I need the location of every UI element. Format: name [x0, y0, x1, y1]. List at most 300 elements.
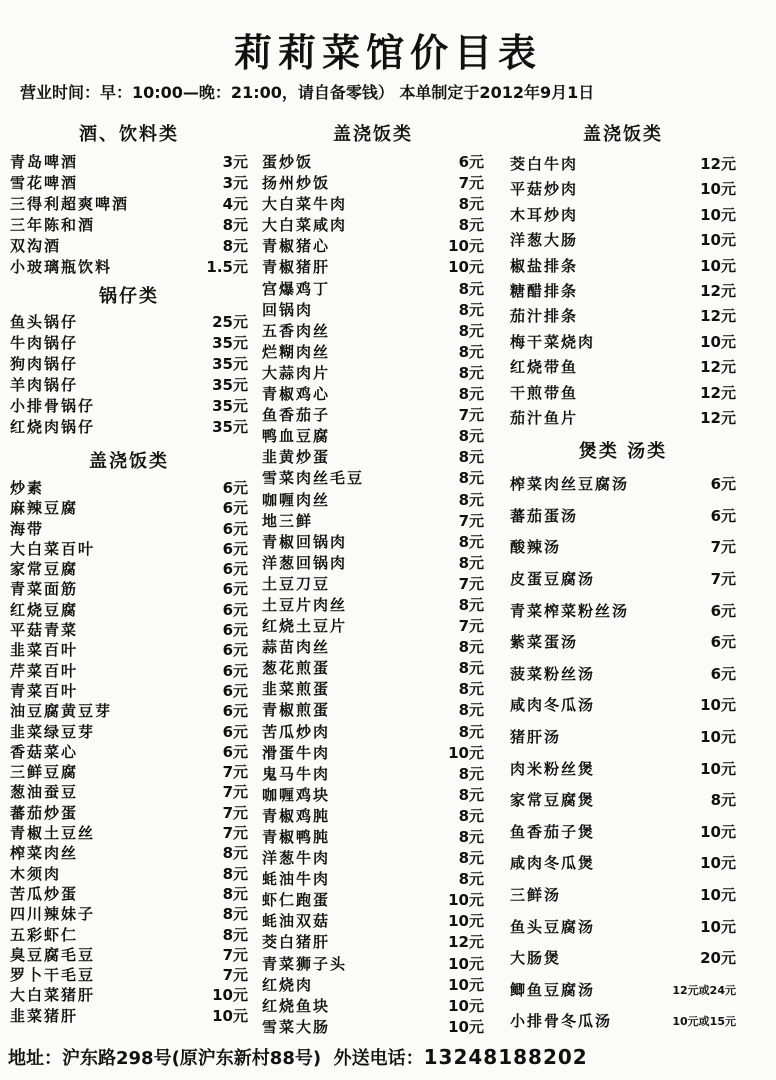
item-price: 10元 — [700, 205, 736, 224]
menu-item — [510, 501, 736, 533]
menu-item — [510, 817, 736, 849]
item-name: 糖醋排条 — [510, 281, 579, 300]
menu-item — [10, 823, 248, 843]
menu-item — [10, 354, 248, 375]
item-price: 12元 — [700, 155, 736, 173]
item-name: 菠菜粉丝汤 — [510, 664, 596, 683]
menu-item — [262, 637, 484, 658]
item-name: 三年陈和酒 — [10, 216, 96, 234]
menu-item — [262, 532, 484, 553]
menu-item — [510, 1006, 736, 1038]
menu-item — [510, 228, 736, 253]
item-price: 10元或15元 — [672, 1015, 736, 1029]
item-price: 8元 — [458, 321, 484, 340]
item-name: 四川辣妹子 — [10, 905, 96, 924]
menu-item — [10, 257, 248, 278]
menu-item — [10, 152, 248, 173]
item-name: 青岛啤酒 — [10, 153, 79, 171]
item-name: 洋葱大肠 — [510, 231, 579, 250]
item-name: 鬼马牛肉 — [262, 764, 331, 783]
item-name: 木耳炒肉 — [510, 205, 579, 224]
menu-item — [10, 498, 248, 518]
item-name: 梅干菜烧肉 — [510, 332, 596, 351]
item-name: 青椒鸭肫 — [262, 828, 331, 846]
item-price: 10元 — [212, 1006, 248, 1025]
menu-item — [510, 596, 736, 628]
item-name: 三得利超爽啤酒 — [10, 195, 130, 213]
item-name: 芹菜百叶 — [10, 661, 79, 680]
item-price: 4元 — [222, 195, 248, 213]
item-name: 干煎带鱼 — [510, 383, 579, 402]
item-name: 韭菜猪肝 — [10, 1006, 79, 1025]
menu-item — [10, 661, 248, 681]
menu-item — [262, 574, 484, 595]
menu-item — [262, 975, 484, 996]
menu-item — [262, 954, 484, 975]
menu-item — [10, 375, 248, 396]
item-price: 35元 — [212, 418, 248, 436]
menu-item — [262, 848, 484, 869]
item-name: 青菜百叶 — [10, 681, 79, 700]
item-name: 青椒煎蛋 — [262, 701, 331, 720]
menu-item — [10, 742, 248, 762]
menu-title: 莉莉菜馆价目表 — [233, 31, 542, 75]
address: 沪东路298号(原沪东新村88号) — [62, 1048, 322, 1069]
item-price: 8元 — [458, 806, 484, 825]
menu-item — [510, 279, 736, 304]
item-name: 红烧肉 — [262, 975, 314, 994]
item-name: 红烧肉锅仔 — [10, 418, 96, 436]
item-price: 6元 — [222, 661, 248, 680]
item-name: 鱼香茄子煲 — [510, 822, 596, 841]
item-price: 35元 — [212, 376, 248, 394]
item-price: 10元 — [700, 917, 736, 936]
item-name: 青椒土豆丝 — [10, 824, 96, 843]
menu-item — [10, 600, 248, 620]
item-price: 7元 — [222, 966, 248, 985]
menu-item — [510, 785, 736, 817]
address-label: 地址： — [8, 1048, 62, 1069]
item-name: 小排骨冬瓜汤 — [510, 1012, 613, 1031]
item-name: 红烧鱼块 — [262, 996, 331, 1015]
item-price: 8元 — [222, 864, 248, 883]
menu-item — [262, 300, 484, 321]
item-name: 地三鲜 — [262, 511, 314, 530]
item-name: 酸辣汤 — [510, 538, 562, 557]
item-name: 三鲜豆腐 — [10, 763, 79, 782]
menu-item — [510, 754, 736, 786]
menu-item — [262, 806, 484, 827]
item-name: 红烧土豆片 — [262, 617, 348, 636]
menu-item — [10, 312, 248, 333]
menu-item — [262, 194, 484, 215]
item-price: 6元 — [222, 519, 248, 538]
item-price: 3元 — [222, 153, 248, 171]
menu-item — [10, 985, 248, 1005]
item-price: 8元 — [458, 722, 484, 741]
menu-item — [262, 490, 484, 511]
menu-item — [10, 620, 248, 640]
menu-item — [262, 173, 484, 194]
menu-item — [10, 762, 248, 782]
menu-item — [262, 595, 484, 616]
menu-item — [510, 381, 736, 406]
section-title: 酒、饮料类 — [79, 124, 179, 145]
item-name: 羊肉锅仔 — [10, 376, 79, 394]
item-price: 7元 — [222, 763, 248, 782]
item-price: 7元 — [458, 174, 484, 193]
item-price: 10元 — [448, 258, 484, 277]
menu-item — [262, 236, 484, 257]
menu-item — [10, 215, 248, 236]
item-name: 五彩虾仁 — [10, 925, 79, 944]
menu-item — [10, 173, 248, 194]
item-name: 虾仁跑蛋 — [262, 891, 331, 910]
item-price: 10元 — [448, 954, 484, 973]
menu-item — [10, 884, 248, 904]
item-price: 7元 — [222, 824, 248, 843]
menu-item — [262, 722, 484, 743]
item-price: 8元 — [458, 532, 484, 551]
item-name: 蚝油双菇 — [262, 912, 331, 931]
item-price: 6元 — [222, 641, 248, 660]
item-name: 鸭血豆腐 — [262, 427, 331, 446]
menu-item — [10, 539, 248, 559]
item-name: 烂糊肉丝 — [262, 342, 331, 361]
item-price: 12元 — [700, 358, 736, 377]
menu-item — [10, 803, 248, 823]
menu-item — [262, 700, 484, 721]
menu-item — [10, 417, 248, 438]
item-price: 10元 — [448, 975, 484, 994]
menu-item — [510, 627, 736, 659]
item-name: 平菇青菜 — [10, 621, 79, 640]
item-name: 红烧豆腐 — [10, 600, 79, 619]
menu-item — [262, 405, 484, 426]
menu-item — [10, 864, 248, 884]
item-name: 大白菜猪肝 — [10, 986, 96, 1005]
menu-item — [10, 333, 248, 354]
item-name: 香菇菜心 — [10, 742, 79, 761]
item-price: 8元 — [458, 764, 484, 783]
item-price: 6元 — [458, 153, 484, 171]
menu-item — [510, 304, 736, 329]
item-name: 狗肉锅仔 — [10, 355, 79, 373]
item-price: 10元 — [700, 180, 736, 199]
item-name: 葱油蚕豆 — [10, 783, 79, 802]
item-name: 洋葱牛肉 — [262, 849, 331, 868]
item-name: 猪肝汤 — [510, 728, 562, 747]
item-price: 12元或24元 — [672, 983, 736, 997]
item-name: 紫菜蛋汤 — [510, 633, 579, 652]
item-name: 青椒回锅肉 — [262, 532, 348, 551]
item-name: 蚝油牛肉 — [262, 870, 331, 889]
item-price: 8元 — [458, 216, 484, 235]
item-price: 35元 — [212, 397, 248, 415]
item-price: 8元 — [458, 363, 484, 382]
menu-item — [262, 743, 484, 764]
item-price: 7元 — [458, 511, 484, 530]
menu-item — [510, 564, 736, 596]
item-price: 8元 — [458, 595, 484, 614]
menu-item — [10, 722, 248, 742]
item-name: 茄汁排条 — [510, 307, 579, 326]
item-price: 12元 — [700, 383, 736, 402]
menu-item — [262, 890, 484, 911]
menu-item — [510, 975, 736, 1007]
section-title: 盖浇饭类 — [333, 124, 413, 145]
item-price: 8元 — [458, 680, 484, 699]
item-name: 鱼头锅仔 — [10, 313, 79, 331]
menu-item — [10, 843, 248, 863]
menu-item — [510, 532, 736, 564]
menu-item — [262, 616, 484, 637]
menu-item — [510, 659, 736, 691]
footer — [8, 1044, 588, 1070]
item-name: 咖喱鸡块 — [262, 785, 331, 804]
item-price: 6元 — [222, 742, 248, 761]
item-name: 平菇炒肉 — [510, 180, 579, 199]
item-price: 6元 — [222, 681, 248, 700]
item-price: 10元 — [700, 728, 736, 747]
item-price: 7元 — [710, 538, 736, 557]
menu-column-2 — [262, 118, 484, 1038]
menu-item — [510, 203, 736, 228]
item-name: 宫爆鸡丁 — [262, 279, 331, 298]
item-name: 家常豆腐 — [10, 560, 79, 579]
menu-item — [262, 511, 484, 532]
item-price: 8元 — [458, 469, 484, 488]
item-price: 6元 — [710, 664, 736, 683]
item-price: 6元 — [222, 621, 248, 640]
item-price: 8元 — [222, 925, 248, 944]
item-name: 肉米粉丝煲 — [510, 759, 596, 778]
menu-item — [10, 681, 248, 701]
menu-item — [262, 342, 484, 363]
item-price: 8元 — [222, 216, 248, 234]
menu-item — [262, 996, 484, 1017]
item-name: 家常豆腐煲 — [510, 791, 596, 810]
item-price: 10元 — [212, 986, 248, 1005]
menu-item — [10, 965, 248, 985]
item-name: 土豆片肉丝 — [262, 595, 348, 614]
item-price: 35元 — [212, 334, 248, 352]
item-name: 大白菜百叶 — [10, 539, 96, 558]
menu-item — [10, 396, 248, 417]
item-name: 青菜榨菜粉丝汤 — [510, 601, 630, 620]
item-name: 韭菜绿豆芽 — [10, 722, 96, 741]
item-name: 土豆刀豆 — [262, 574, 331, 593]
menu-item — [10, 519, 248, 539]
item-price: 7元 — [458, 617, 484, 636]
item-price: 8元 — [458, 195, 484, 214]
item-price: 25元 — [212, 313, 248, 331]
item-name: 青菜面筋 — [10, 580, 79, 599]
item-price: 6元 — [222, 702, 248, 721]
item-price: 8元 — [458, 490, 484, 509]
item-name: 海带 — [10, 519, 45, 538]
item-name: 扬州炒饭 — [262, 174, 331, 193]
item-price: 12元 — [700, 307, 736, 326]
item-name: 青菜狮子头 — [262, 954, 348, 973]
item-price: 8元 — [458, 342, 484, 361]
menu-item — [262, 321, 484, 342]
section-title: 煲类 汤类 — [578, 441, 668, 463]
menu-item — [262, 827, 484, 848]
menu-item — [510, 355, 736, 380]
item-name: 小排骨锅仔 — [10, 397, 96, 415]
menu-item — [262, 447, 484, 468]
menu-item — [510, 943, 736, 975]
item-name: 臭豆腐毛豆 — [10, 945, 96, 964]
item-price: 6元 — [222, 560, 248, 579]
menu-item — [262, 215, 484, 236]
item-name: 青椒猪肝 — [262, 258, 331, 277]
item-price: 10元 — [700, 854, 736, 873]
item-price: 12元 — [448, 933, 484, 952]
item-name: 蒜苗肉丝 — [262, 638, 331, 657]
item-price: 7元 — [222, 945, 248, 964]
item-price: 10元 — [700, 231, 736, 250]
menu-item — [510, 406, 736, 431]
item-name: 大白菜牛肉 — [262, 195, 348, 214]
item-name: 雪花啤酒 — [10, 174, 79, 192]
menu-item — [510, 469, 736, 501]
item-name: 雪菜大肠 — [262, 1017, 331, 1036]
item-price: 7元 — [222, 783, 248, 802]
item-price: 6元 — [710, 633, 736, 652]
menu-item — [10, 236, 248, 257]
item-name: 葱花煎蛋 — [262, 659, 331, 678]
item-name: 青椒鸡肫 — [262, 806, 331, 825]
business-hours: 营业时间：早：10:00—晚：21:00，请自备零钱） 本单制定于2012年9月1日 — [20, 83, 595, 102]
menu-item — [10, 640, 248, 660]
item-name: 皮蛋豆腐汤 — [510, 570, 596, 589]
item-name: 大白菜咸肉 — [262, 216, 348, 235]
item-price: 8元 — [222, 237, 248, 255]
menu-item — [10, 478, 248, 498]
item-price: 8元 — [222, 844, 248, 863]
menu-column-3 — [510, 118, 736, 1038]
item-price: 6元 — [222, 600, 248, 619]
menu-item — [510, 690, 736, 722]
item-price: 8元 — [222, 905, 248, 924]
item-name: 雪菜肉丝毛豆 — [262, 469, 365, 488]
item-name: 蕃茄蛋汤 — [510, 506, 579, 525]
section-title: 锅仔类 — [99, 286, 159, 307]
menu-item — [510, 330, 736, 355]
item-price: 8元 — [458, 785, 484, 804]
menu-item — [262, 932, 484, 953]
item-price: 6元 — [222, 539, 248, 558]
menu-item — [10, 194, 248, 215]
menu-item — [262, 152, 484, 173]
item-name: 麻辣豆腐 — [10, 499, 79, 518]
menu-item — [10, 1006, 248, 1026]
menu-item — [10, 579, 248, 599]
item-price: 8元 — [458, 448, 484, 467]
section-title: 盖浇饭类 — [583, 124, 663, 145]
menu-item — [10, 925, 248, 945]
menu-item — [10, 945, 248, 965]
item-name: 牛肉锅仔 — [10, 334, 79, 352]
item-price: 10元 — [448, 996, 484, 1015]
phone-label: 外送电话： — [333, 1048, 424, 1069]
item-price: 8元 — [458, 849, 484, 868]
menu-item — [262, 553, 484, 574]
item-name: 油豆腐黄豆芽 — [10, 702, 113, 721]
item-price: 12元 — [700, 281, 736, 300]
menu-item — [510, 912, 736, 944]
item-name: 红烧带鱼 — [510, 358, 579, 377]
item-price: 6元 — [222, 499, 248, 518]
menu-item — [262, 679, 484, 700]
item-name: 榨菜肉丝 — [10, 844, 79, 863]
item-name: 蛋炒饭 — [262, 153, 314, 171]
item-price: 10元 — [700, 886, 736, 905]
menu-item — [262, 658, 484, 679]
item-name: 韭菜煎蛋 — [262, 680, 331, 699]
item-price: 10元 — [448, 1017, 484, 1036]
menu-item — [10, 559, 248, 579]
item-name: 小玻璃瓶饮料 — [10, 258, 113, 276]
item-name: 三鲜汤 — [510, 886, 562, 905]
menu-item — [262, 869, 484, 890]
menu-item — [262, 785, 484, 806]
item-name: 苦瓜炒蛋 — [10, 884, 79, 903]
item-price: 10元 — [700, 256, 736, 275]
item-name: 茭白猪肝 — [262, 933, 331, 952]
menu-column-1 — [10, 118, 248, 1026]
item-price: 20元 — [700, 949, 736, 968]
item-name: 咖喱肉丝 — [262, 490, 331, 509]
item-name: 青椒鸡心 — [262, 385, 331, 404]
menu-item — [262, 363, 484, 384]
item-price: 6元 — [222, 722, 248, 741]
item-name: 大肠煲 — [510, 949, 562, 968]
item-name: 炒素 — [10, 479, 45, 497]
item-price: 8元 — [710, 791, 736, 810]
item-price: 8元 — [458, 553, 484, 572]
item-name: 苦瓜炒肉 — [262, 722, 331, 741]
menu-item — [510, 722, 736, 754]
item-name: 鱼香茄子 — [262, 406, 331, 425]
item-name: 椒盐排条 — [510, 256, 579, 275]
item-price: 35元 — [212, 355, 248, 373]
menu-item — [262, 911, 484, 932]
menu-item — [510, 848, 736, 880]
menu-item — [510, 152, 736, 177]
item-price: 6元 — [710, 506, 736, 525]
item-name: 韭黄炒蛋 — [262, 448, 331, 467]
item-price: 8元 — [222, 884, 248, 903]
item-name: 咸肉冬瓜汤 — [510, 696, 596, 715]
item-price: 7元 — [222, 803, 248, 822]
item-name: 榨菜肉丝豆腐汤 — [510, 475, 630, 494]
item-price: 8元 — [458, 638, 484, 657]
menu-item — [262, 468, 484, 489]
item-price: 10元 — [448, 237, 484, 256]
item-price: 10元 — [448, 891, 484, 910]
menu-item — [510, 254, 736, 279]
menu-item — [510, 177, 736, 202]
item-name: 洋葱回锅肉 — [262, 553, 348, 572]
menu-item — [262, 764, 484, 785]
item-name: 韭菜百叶 — [10, 641, 79, 660]
item-price: 8元 — [458, 385, 484, 404]
item-name: 回锅肉 — [262, 300, 314, 319]
item-name: 茄汁鱼片 — [510, 408, 579, 427]
